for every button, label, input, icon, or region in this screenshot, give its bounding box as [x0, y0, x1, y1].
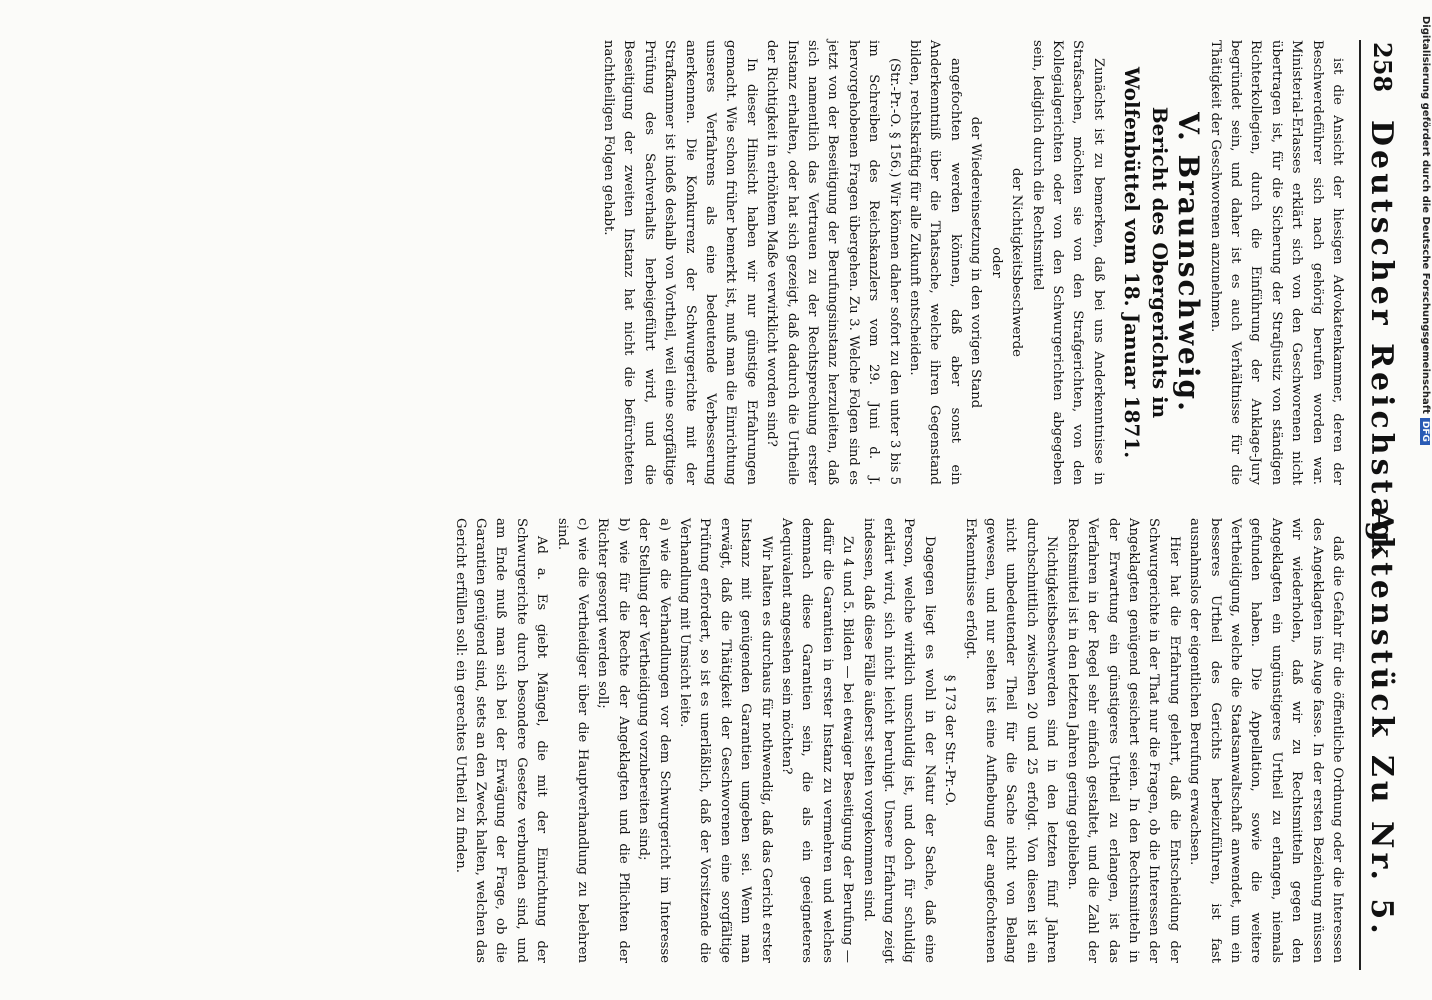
- document-page: [33, 40, 1405, 970]
- header-rule: [1359, 40, 1361, 970]
- right-paragraph-5: Zu 4 und 5. Bilden — bei etwaiger Beseitigung der Berufung — dafür die Garantien in erster Instanz zu vermehren und welches demnach diese Garantien sein, die als ein geeigneteres Aequivalent angesehen sein möchten?: [779, 518, 856, 963]
- left-paragraph-4: (Str.-Pr.-O. § 156.) Wir können daher sofort zu den unter 3 bis 5 im Schreiben des Reichskanzlers vom 29. Juni d. J. hervorgehobenen Fragen übergehen. Zu 3. Welche Folgen sind es jetzt von der Beseitigung der Berufungsinstanz herzuleiten, daß sich namentlich das Vertrauen zu der Rechtsprechung erster Instanz erhalten, oder hat sich gezeigt, daß dadurch die Urtheile der Richtigkeit in erhöhtem Maße verwirklicht worden sind?: [764, 40, 902, 485]
- header-right-title: Aktenstück Zu Nr. 5.: [1364, 510, 1399, 938]
- rotated-page: [33, 40, 1405, 970]
- right-list-item-a: a) wie die Verhandlungen vor dem Schwurgericht im Interesse der Stellung der Vertheidigung vorzubereiten sind;: [636, 518, 672, 963]
- section-subtitle: Bericht des Obergerichts in Wolfenbüttel vom 18. Januar 1871.: [1119, 66, 1172, 459]
- section-title: V. Braunschweig.: [1172, 112, 1206, 413]
- right-paragraph-2: Hier hat die Erfahrung gelehrt, daß die Entscheidung der Schwurgerichte in der That nur die Fragen, ob die Interessen der Angeklagten genügend gesichert seien. In den Rechtsmitteln in der Erwartung ein günstigeres Urtheil zu erlangen, ist das Verfahren in der Regel sehr einfach gestaltet, und die Zahl der Rechtsmittel ist in den letzten Jahren gering geblieben.: [1064, 518, 1182, 963]
- dfg-credit-text: Digitalisierung gefördert durch die Deutsche Forschungsgemeinschaft: [1420, 16, 1431, 414]
- right-paragraph-4: Dagegen liegt es wohl in der Natur der Sache, daß eine Person, welche wirklich unschuldig ist, und doch für schuldig erklärt wird, sich nicht leicht beruhigt. Unsere Erfahrung zeigt indessen, daß diese Fälle äußerst selten vorgekommen sind.: [860, 518, 937, 963]
- right-section-reference: § 173 der Str.-Pr.-O.: [942, 674, 958, 807]
- left-column: [598, 40, 1347, 485]
- right-paragraph-7: Ad a. Es giebt Mängel, die mit der Einrichtung der Schwurgerichte durch besondere Gesetze verbunden sind, und am Ende muß man sich bei der Erwägung der Frage, ob die Garantien genügend sind, stets an den Zweck halten, welchen das Gericht erfüllen soll: ein gerechtes Urtheil zu finden.: [452, 518, 550, 963]
- left-paragraph-2: Zunächst ist zu bemerken, daß bei uns Anderkenntnisse in Strafsachen, möchten sie von den Strafgerichten, von den Kollegialgerichten oder von den Schwurgerichten abgegeben sein, lediglich durch die Rechtsmittel: [1029, 40, 1106, 485]
- header-left-title: Deutscher Reichstag.: [1364, 120, 1399, 561]
- left-list-item-3: der Wiedereinsetzung in den vorigen Stand: [968, 116, 984, 409]
- dfg-logo-badge: DFG: [1420, 418, 1430, 445]
- left-paragraph-5: In dieser Hinsicht haben wir nur günstige Erfahrungen gemacht. Wie schon früher bemerkt ist, muß man die Einrichtung unseres Verfahrens als eine bedeutende Verbesserung anerkennen. Die Konkurrenz der Schwurgerichte mit der Strafkammer ist indeß deshalb von Vortheil, weil eine sorgfältige Prüfung des Sachverhalts herbeigeführt wird, und die Beseitigung der zweiten Instanz hat nicht die befürchteten nachtheiligen Folgen gehabt.: [601, 40, 759, 485]
- right-list-item-c: c) wie die Vertheidiger über die Hauptverhandlung zu belehren sind.: [554, 518, 590, 963]
- left-list-item-2: oder: [988, 247, 1004, 278]
- page-header: [1357, 40, 1397, 970]
- dfg-credit-strip: [1420, 16, 1431, 976]
- right-paragraph-3: Nichtigkeitsbeschwerden sind in den letzten fünf Jahren durchschnittlich zwischen 20 und 25 erfolgt. Von diesen ist ein nicht unbedeutender Theil für die Sache nicht von Belang gewesen, und nur selten ist eine Aufhebung der angefochtenen Erkenntnisse erfolgt.: [962, 518, 1060, 963]
- page-number: 258: [1368, 42, 1397, 93]
- right-list-item-b: b) wie für die Rechte der Angeklagten und die Pflichten der Richter gesorgt werden soll;: [595, 518, 631, 963]
- right-column: [449, 518, 1347, 963]
- left-list-item-1: der Nichtigkeitsbeschwerde: [1009, 168, 1025, 357]
- right-paragraph-6: Wir halten es durchaus für nothwendig, daß das Gericht erster Instanz mit genügenden Garantien umgeben sei. Wenn man erwägt, daß die Thätigkeit der Geschworenen eine sorgfältige Prüfung erfordert, so ist es unerläßlich, daß der Vorsitzende die Verhandlung mit Umsicht leite.: [677, 518, 774, 963]
- left-paragraph-1: ist die Ansicht der hiesigen Advokatenkammer, deren der Beschwerdeführer sich nach gehörig berufen worden war. Ministerial-Erlasses erklärt sich von den Geschworenen nicht übertragen ist, für die Sicherung der Strafjustiz von ständigen Richterkollegien, durch die Einführung der Anklage-Jury begründet sein, und daher ist es auch Verhältnisse für die Thätigkeit der Geschworenen anzunehmen.: [1207, 40, 1345, 485]
- right-paragraph-1: daß die Gefahr für die öffentliche Ordnung oder die Interessen des Angeklagten ins Auge fasse. In der ersten Beziehung müssen wir wiederholen, daß wir zu Rechtsmitteln gegen den Angeklagten ein ungünstigeres Urtheil zu erlangen, niemals gefunden haben. Die Appellation, sowie die weitere Vertheidigung, welche die Staatsanwaltschaft anwendet, um ein besseres Urtheil des Gerichts herbeizuführen, ist fast ausnahmslos der eigentlichen Berufung erwachsen.: [1187, 518, 1345, 963]
- left-paragraph-3: angefochten werden können, daß aber sonst ein Anderkenntniß über die Thatsache, welche ihren Gegenstand bilden, rechtskräftig für alle Zukunft entscheiden.: [907, 40, 963, 485]
